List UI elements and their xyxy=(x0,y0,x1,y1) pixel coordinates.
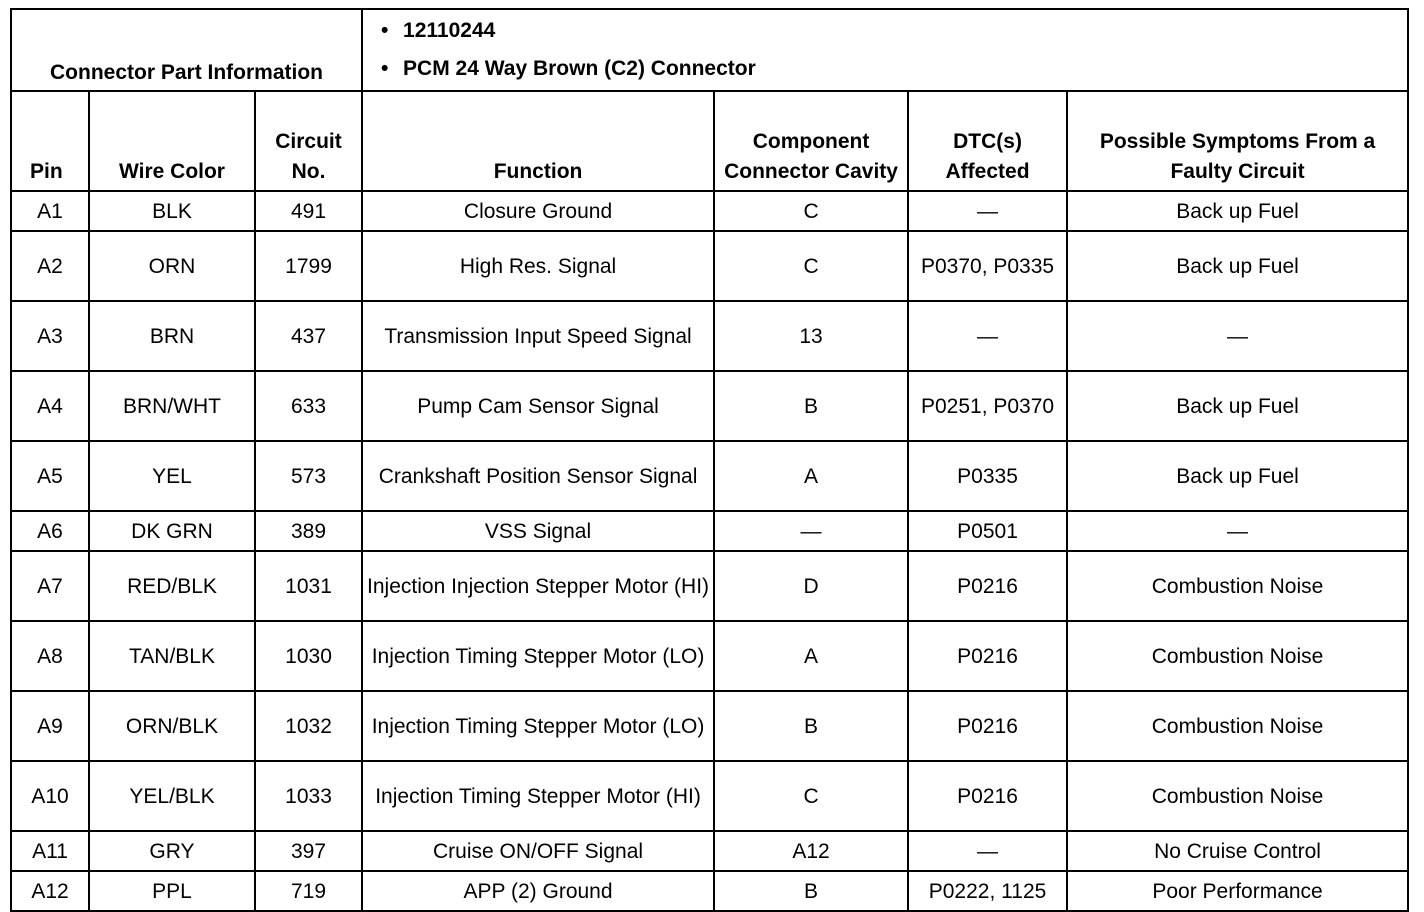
cell-component-cavity: A xyxy=(714,441,908,511)
cell-symptom: Back up Fuel xyxy=(1067,441,1408,511)
table-row xyxy=(11,511,1408,551)
cell-circuit-no: 491 xyxy=(255,191,362,231)
cell-symptom: No Cruise Control xyxy=(1067,831,1408,871)
table-row xyxy=(11,371,1408,441)
table-row xyxy=(11,231,1408,301)
table-row xyxy=(11,831,1408,871)
cell-function: Injection Timing Stepper Motor (LO) xyxy=(362,621,714,691)
cell-component-cavity: A xyxy=(714,621,908,691)
header-circuit-no: Circuit No. xyxy=(255,91,362,191)
cell-circuit-no: 1031 xyxy=(255,551,362,621)
table-row xyxy=(11,301,1408,371)
cell-symptom: Back up Fuel xyxy=(1067,191,1408,231)
cell-pin: A2 xyxy=(11,231,89,301)
cell-pin: A9 xyxy=(11,691,89,761)
cell-component-cavity: C xyxy=(714,761,908,831)
cell-function: APP (2) Ground xyxy=(362,871,714,911)
connector-info-items xyxy=(362,9,1408,91)
cell-component-cavity: — xyxy=(714,511,908,551)
cell-dtcs: P0216 xyxy=(908,761,1067,831)
cell-symptom: Combustion Noise xyxy=(1067,691,1408,761)
cell-circuit-no: 719 xyxy=(255,871,362,911)
connector-info-row xyxy=(11,9,1408,91)
cell-pin: A8 xyxy=(11,621,89,691)
cell-function: High Res. Signal xyxy=(362,231,714,301)
cell-symptom: Combustion Noise xyxy=(1067,761,1408,831)
cell-component-cavity: D xyxy=(714,551,908,621)
cell-dtcs: P0222, 1125 xyxy=(908,871,1067,911)
cell-circuit-no: 1799 xyxy=(255,231,362,301)
cell-wire-color: YEL/BLK xyxy=(89,761,255,831)
pin-rows xyxy=(11,191,1408,911)
cell-dtcs: P0216 xyxy=(908,621,1067,691)
cell-wire-color: BLK xyxy=(89,191,255,231)
cell-circuit-no: 1032 xyxy=(255,691,362,761)
cell-pin: A11 xyxy=(11,831,89,871)
cell-circuit-no: 397 xyxy=(255,831,362,871)
cell-pin: A7 xyxy=(11,551,89,621)
cell-pin: A4 xyxy=(11,371,89,441)
cell-wire-color: YEL xyxy=(89,441,255,511)
cell-pin: A12 xyxy=(11,871,89,911)
header-function: Function xyxy=(362,91,714,191)
cell-symptom: Back up Fuel xyxy=(1067,231,1408,301)
table-row xyxy=(11,551,1408,621)
table-row xyxy=(11,761,1408,831)
cell-component-cavity: A12 xyxy=(714,831,908,871)
cell-dtcs: P0501 xyxy=(908,511,1067,551)
cell-function: Injection Timing Stepper Motor (HI) xyxy=(362,761,714,831)
table-row xyxy=(11,621,1408,691)
cell-dtcs: — xyxy=(908,831,1067,871)
cell-wire-color: ORN xyxy=(89,231,255,301)
table-row xyxy=(11,871,1408,911)
cell-component-cavity: B xyxy=(714,371,908,441)
cell-dtcs: P0216 xyxy=(908,691,1067,761)
cell-component-cavity: 13 xyxy=(714,301,908,371)
cell-function: Pump Cam Sensor Signal xyxy=(362,371,714,441)
cell-component-cavity: C xyxy=(714,231,908,301)
cell-function: Crankshaft Position Sensor Signal xyxy=(362,441,714,511)
cell-circuit-no: 1030 xyxy=(255,621,362,691)
connector-description: • PCM 24 Way Brown (C2) Connector xyxy=(403,50,1397,88)
connector-info-label: Connector Part Information xyxy=(11,9,362,91)
cell-pin: A3 xyxy=(11,301,89,371)
cell-circuit-no: 389 xyxy=(255,511,362,551)
cell-symptom: Back up Fuel xyxy=(1067,371,1408,441)
table-row xyxy=(11,691,1408,761)
cell-function: Cruise ON/OFF Signal xyxy=(362,831,714,871)
header-symptoms: Possible Symptoms From a Faulty Circuit xyxy=(1067,91,1408,191)
connector-part-number: • 12110244 xyxy=(403,12,1397,50)
cell-circuit-no: 573 xyxy=(255,441,362,511)
cell-function: Injection Timing Stepper Motor (LO) xyxy=(362,691,714,761)
connector-table xyxy=(10,8,1409,912)
cell-component-cavity: B xyxy=(714,871,908,911)
cell-symptom: Combustion Noise xyxy=(1067,621,1408,691)
cell-function: Transmission Input Speed Signal xyxy=(362,301,714,371)
table-row xyxy=(11,191,1408,231)
column-header-row xyxy=(11,91,1408,191)
cell-dtcs: P0216 xyxy=(908,551,1067,621)
cell-pin: A6 xyxy=(11,511,89,551)
header-component-cavity: Component Connector Cavity xyxy=(714,91,908,191)
cell-symptom: — xyxy=(1067,511,1408,551)
cell-dtcs: — xyxy=(908,191,1067,231)
cell-pin: A10 xyxy=(11,761,89,831)
cell-function: Closure Ground xyxy=(362,191,714,231)
cell-symptom: Combustion Noise xyxy=(1067,551,1408,621)
cell-symptom: Poor Performance xyxy=(1067,871,1408,911)
cell-wire-color: ORN/BLK xyxy=(89,691,255,761)
cell-wire-color: RED/BLK xyxy=(89,551,255,621)
table-row xyxy=(11,441,1408,511)
cell-circuit-no: 437 xyxy=(255,301,362,371)
cell-function: VSS Signal xyxy=(362,511,714,551)
cell-wire-color: PPL xyxy=(89,871,255,911)
cell-pin: A1 xyxy=(11,191,89,231)
cell-wire-color: BRN xyxy=(89,301,255,371)
cell-wire-color: DK GRN xyxy=(89,511,255,551)
cell-dtcs: P0335 xyxy=(908,441,1067,511)
cell-circuit-no: 633 xyxy=(255,371,362,441)
cell-pin: A5 xyxy=(11,441,89,511)
cell-wire-color: GRY xyxy=(89,831,255,871)
cell-component-cavity: B xyxy=(714,691,908,761)
cell-dtcs: P0370, P0335 xyxy=(908,231,1067,301)
cell-circuit-no: 1033 xyxy=(255,761,362,831)
cell-function: Injection Injection Stepper Motor (HI) xyxy=(362,551,714,621)
cell-symptom: — xyxy=(1067,301,1408,371)
header-wire-color: Wire Color xyxy=(89,91,255,191)
cell-wire-color: BRN/WHT xyxy=(89,371,255,441)
cell-wire-color: TAN/BLK xyxy=(89,621,255,691)
header-dtcs: DTC(s) Affected xyxy=(908,91,1067,191)
cell-dtcs: P0251, P0370 xyxy=(908,371,1067,441)
cell-component-cavity: C xyxy=(714,191,908,231)
cell-dtcs: — xyxy=(908,301,1067,371)
header-pin: Pin xyxy=(11,91,89,191)
